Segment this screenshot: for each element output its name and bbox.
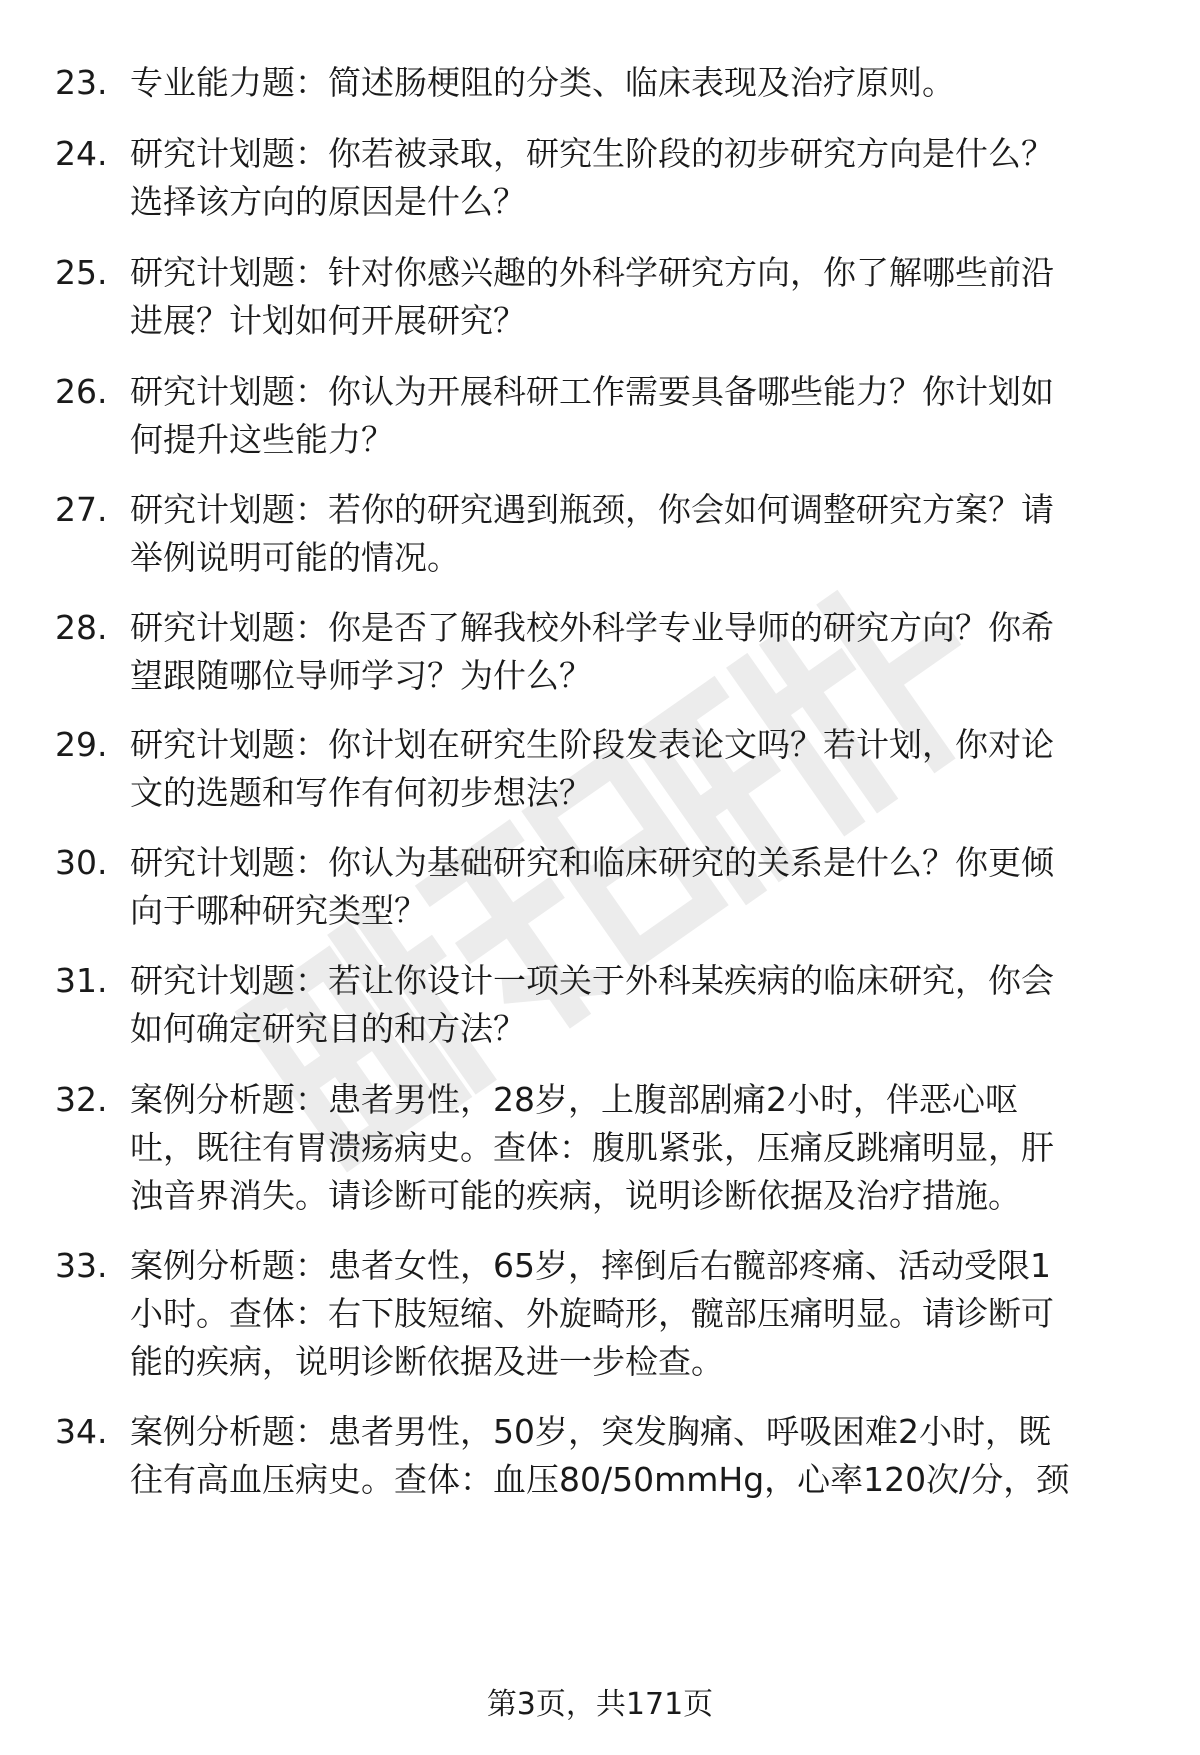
item-number: 24. bbox=[55, 134, 108, 173]
item-text-line: 如何确定研究目的和方法？ bbox=[130, 1009, 526, 1048]
item-number: 32. bbox=[55, 1080, 108, 1119]
item-text-line: 望跟随哪位导师学习？为什么？ bbox=[130, 656, 592, 695]
item-text-line: 研究计划题：你若被录取，研究生阶段的初步研究方向是什么？ bbox=[130, 134, 1054, 173]
item-text-line: 案例分析题：患者男性，28岁，上腹部剧痛2小时，伴恶心呕 bbox=[130, 1080, 1018, 1119]
item-text-line: 案例分析题：患者男性，50岁，突发胸痛、呼吸困难2小时，既 bbox=[130, 1412, 1051, 1451]
item-number: 33. bbox=[55, 1246, 108, 1285]
item-text-line: 专业能力题：简述肠梗阻的分类、临床表现及治疗原则。 bbox=[130, 63, 955, 102]
item-text-line: 研究计划题：若你的研究遇到瓶颈，你会如何调整研究方案？请 bbox=[130, 490, 1054, 529]
item-text-line: 研究计划题：你认为开展科研工作需要具备哪些能力？你计划如 bbox=[130, 372, 1054, 411]
item-number: 25. bbox=[55, 253, 108, 292]
item-text-line: 何提升这些能力？ bbox=[130, 420, 394, 459]
item-number: 26. bbox=[55, 372, 108, 411]
item-text-line: 举例说明可能的情况。 bbox=[130, 538, 460, 577]
item-text-line: 浊音界消失。请诊断可能的疾病，说明诊断依据及治疗措施。 bbox=[130, 1176, 1021, 1215]
item-text-line: 吐，既往有胃溃疡病史。查体：腹肌紧张，压痛反跳痛明显，肝 bbox=[130, 1128, 1054, 1167]
item-number: 23. bbox=[55, 63, 108, 102]
item-text-line: 进展？计划如何开展研究？ bbox=[130, 301, 526, 340]
item-text-line: 案例分析题：患者女性，65岁，摔倒后右髋部疼痛、活动受限1 bbox=[130, 1246, 1051, 1285]
item-number: 28. bbox=[55, 608, 108, 647]
item-text-line: 研究计划题：你是否了解我校外科学专业导师的研究方向？你希 bbox=[130, 608, 1054, 647]
item-number: 30. bbox=[55, 843, 108, 882]
item-text-line: 研究计划题：针对你感兴趣的外科学研究方向，你了解哪些前沿 bbox=[130, 253, 1054, 292]
item-text-line: 文的选题和写作有何初步想法？ bbox=[130, 773, 592, 812]
item-text-line: 研究计划题：你计划在研究生阶段发表论文吗？若计划，你对论 bbox=[130, 725, 1054, 764]
page-footer: 第3页，共171页 bbox=[486, 1687, 714, 1722]
item-text-line: 能的疾病，说明诊断依据及进一步检查。 bbox=[130, 1342, 724, 1381]
item-text-line: 小时。查体：右下肢短缩、外旋畸形，髋部压痛明显。请诊断可 bbox=[130, 1294, 1054, 1333]
item-number: 34. bbox=[55, 1412, 108, 1451]
item-text-line: 选择该方向的原因是什么？ bbox=[130, 182, 526, 221]
item-text-line: 研究计划题：若让你设计一项关于外科某疾病的临床研究，你会 bbox=[130, 961, 1054, 1000]
item-number: 27. bbox=[55, 490, 108, 529]
item-text-line: 研究计划题：你认为基础研究和临床研究的关系是什么？你更倾 bbox=[130, 843, 1054, 882]
item-text-line: 往有高血压病史。查体：血压80/50mmHg，心率120次/分，颈 bbox=[130, 1460, 1070, 1499]
item-number: 29. bbox=[55, 725, 108, 764]
item-text-line: 向于哪种研究类型？ bbox=[130, 891, 427, 930]
item-number: 31. bbox=[55, 961, 108, 1000]
